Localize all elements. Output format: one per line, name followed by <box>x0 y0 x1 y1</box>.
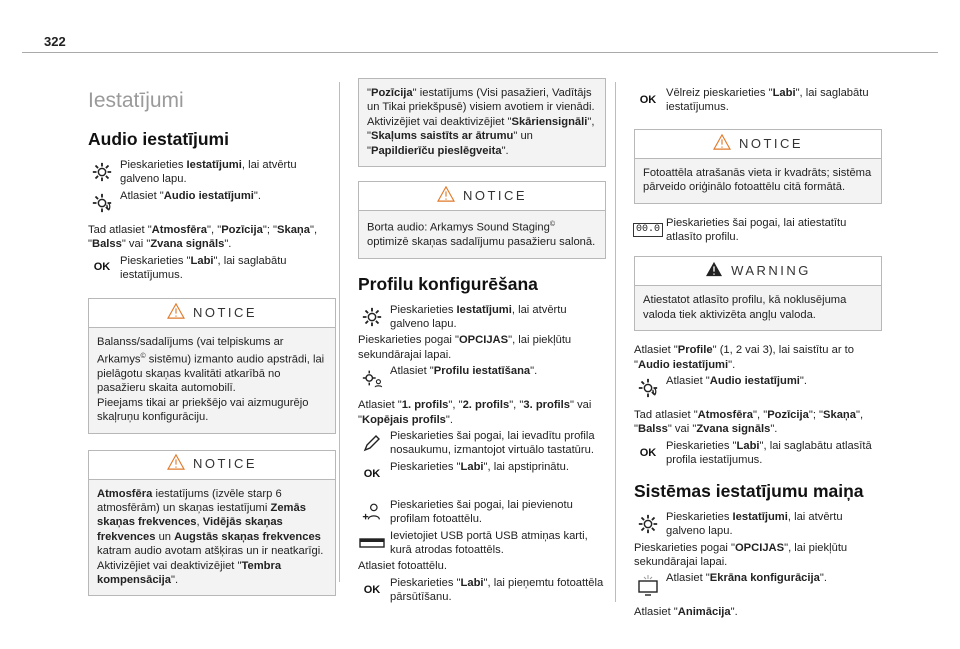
ok-icon: OK <box>639 446 657 459</box>
step-text: Vēlreiz pieskarieties "Labi", lai saglabātu iestatījumus. <box>666 87 869 114</box>
profile-step-6 <box>358 529 606 558</box>
audio-step-2 <box>88 189 336 217</box>
ok-icon: OK <box>363 583 381 596</box>
system-paragraph-2: Atlasiet "Animācija". <box>634 606 738 619</box>
step-text: Pieskarieties "Labi", lai saglabātu iestatījumus. <box>120 254 287 282</box>
notice-body: Borta audio: Arkamys Sound Staging© optimizē skaņas sadalījumu pasažieru salonā. <box>367 221 596 249</box>
step-text: Atlasiet "Profilu iestatīšana". <box>390 365 538 378</box>
step-text: Pieskarieties Iestatījumi, lai atvērtu galveno lapu. <box>390 303 567 330</box>
profile-step-4 <box>358 460 606 488</box>
profile-settings-icon <box>358 364 386 392</box>
pencil-icon <box>358 429 386 457</box>
notice-header <box>89 299 335 328</box>
notice-box <box>88 298 336 433</box>
step-text: Atlasiet "Audio iestatījumi". <box>120 189 262 202</box>
audio-settings-icon <box>634 374 662 402</box>
profile-paragraph-4: Atlasiet "Profile" (1, 2 vai 3), lai saistītu ar to "Audio iestatījumi". <box>634 344 854 371</box>
system-step-1 <box>634 510 882 539</box>
column-divider <box>615 82 616 602</box>
notice-body: Fotoattēla atrašanās vieta ir kvadrāts; sistēma pārveido oriģinālo fotoattēlu citā formātā. <box>643 166 872 194</box>
ok-icon: OK <box>93 261 111 274</box>
step-text: Ievietojiet USB portā USB atmiņas karti, kurā atrodas fotoattēls. <box>390 529 588 557</box>
settings-gear-icon <box>634 510 662 538</box>
profile-step-7 <box>358 576 606 605</box>
audio-step-3 <box>88 254 336 283</box>
notice-header <box>635 130 881 159</box>
step-text: Pieskarieties šai pogai, lai pievienotu profilam fotoattēlu. <box>390 498 573 526</box>
profile-paragraph-5: Tad atlasiet "Atmosfēra", "Pozīcija"; "Skaņa", "Balss" vai "Zvana signāls". <box>634 409 864 436</box>
profile-step-11 <box>634 439 882 468</box>
warning-triangle-icon <box>713 134 731 154</box>
add-photo-icon <box>358 498 386 526</box>
header-divider <box>22 52 938 53</box>
notice-header <box>359 182 605 211</box>
column-3 <box>634 84 882 622</box>
step-text: Pieskarieties šai pogai, lai atiestatītu atlasīto profilu. <box>666 216 847 244</box>
step-text: Pieskarieties "Labi", lai saglabātu atlasītā profila iestatījumus. <box>666 439 872 467</box>
warning-body: Atiestatot atlasīto profilu, kā noklusējuma valoda tiek aktivizēta angļu valoda. <box>643 294 847 321</box>
audio-paragraph: Tad atlasiet "Atmosfēra", "Pozīcija"; "Skaņa", "Balss" vai "Zvana signāls". <box>88 223 318 251</box>
notice-box <box>634 129 882 204</box>
step-text: Pieskarieties Iestatījumi, lai atvērtu galveno lapu. <box>666 510 843 538</box>
profile-step-3 <box>358 429 606 458</box>
warning-label: WARNING <box>731 263 811 279</box>
profile-step-2 <box>358 364 606 392</box>
position-info-box <box>358 78 606 167</box>
profile-step-8 <box>634 86 882 115</box>
system-settings-heading: Sistēmas iestatījumu maiņa <box>634 480 864 501</box>
warning-triangle-icon <box>437 186 455 206</box>
profile-step-10 <box>634 374 882 402</box>
warning-header <box>635 257 881 286</box>
profile-step-1 <box>358 303 606 332</box>
profile-paragraph-1: Pieskarieties pogai "OPCIJAS", lai piekļūtu sekundārajai lapai. <box>358 334 572 361</box>
profile-paragraph-2: Atlasiet "1. profils", "2. profils", "3. profils" vai "Kopējais profils". <box>358 399 592 426</box>
settings-gear-icon <box>88 158 116 186</box>
profile-step-9 <box>634 216 882 245</box>
audio-settings-icon <box>88 189 116 217</box>
column-divider <box>339 82 340 582</box>
warning-triangle-icon <box>705 261 723 281</box>
screen-config-icon <box>634 571 662 599</box>
step-text: Pieskarieties "Labi", lai pieņemtu fotoattēla pārsūtīšanu. <box>390 576 604 604</box>
audio-step-1 <box>88 158 336 187</box>
profile-paragraph-3: Atlasiet fotoattēlu. <box>358 560 447 573</box>
step-text: Pieskarieties Iestatījumi, lai atvērtu galveno lapu. <box>120 159 297 186</box>
column-2 <box>358 74 606 607</box>
page-number: 322 <box>44 34 66 49</box>
warning-triangle-icon <box>167 454 185 474</box>
audio-settings-heading: Audio iestatījumi <box>88 129 229 149</box>
section-title: Iestatījumi <box>88 89 184 112</box>
notice-box <box>358 181 606 259</box>
notice-label: NOTICE <box>192 305 258 321</box>
warning-box <box>634 256 882 331</box>
column-1 <box>88 80 336 608</box>
notice-label: NOTICE <box>192 456 258 472</box>
step-text: Atlasiet "Ekrāna konfigurācija". <box>666 572 827 585</box>
position-info-body: "Pozīcija" iestatījums (Visi pasažieri, Vadītājs un Tikai priekšpusē) visiem avotiem ir vienādi. Aktivizējiet vai deaktivizējiet "Skāriensignāli", "Skaļums saistīts ar ātrumu" un "Papildierīču pieslēgveita". <box>367 87 595 157</box>
profile-config-heading: Profilu konfigurēšana <box>358 273 538 294</box>
ok-icon: OK <box>639 93 657 106</box>
notice-header <box>89 451 335 480</box>
notice-label: NOTICE <box>738 135 804 151</box>
warning-triangle-icon <box>167 303 185 323</box>
system-paragraph-1: Pieskarieties pogai "OPCIJAS", lai piekļūtu sekundārajai lapai. <box>634 541 848 568</box>
step-text: Pieskarieties "Labi", lai apstiprinātu. <box>390 460 569 473</box>
notice-body: Balanss/sadalījums (vai telpiskums ar Arkamys© sistēmu) izmanto audio apstrādi, lai pielāgotu skaņas kvalitāti atkarībā no pasažieru skaita automobilī. Pieejams tikai ar priekšējo vai aizmugurējo skaļruņu konfigurāciju. <box>97 336 325 424</box>
system-step-2 <box>634 571 882 599</box>
notice-box <box>88 450 336 597</box>
settings-gear-icon <box>358 303 386 331</box>
reset-icon: 00.0 <box>634 216 662 244</box>
ok-icon: OK <box>363 467 381 480</box>
profile-step-5 <box>358 498 606 527</box>
usb-stick-icon <box>358 529 386 557</box>
step-text: Atlasiet "Audio iestatījumi". <box>666 375 808 388</box>
notice-body: Atmosfēra iestatījums (izvēle starp 6 atmosfērām) un skaņas iestatījumi Zemās skaņas frekvences, Vidējās skaņas frekvences un Augstās skaņas frekvences katram audio avotam atšķiras un ir neatkarīgi. Aktivizējiet vai deaktivizējiet "Tembra kompensācija". <box>97 487 324 587</box>
step-text: Pieskarieties šai pogai, lai ievadītu profila nosaukumu, izmantojot virtuālo tastatūru. <box>390 430 595 457</box>
notice-label: NOTICE <box>462 187 528 203</box>
